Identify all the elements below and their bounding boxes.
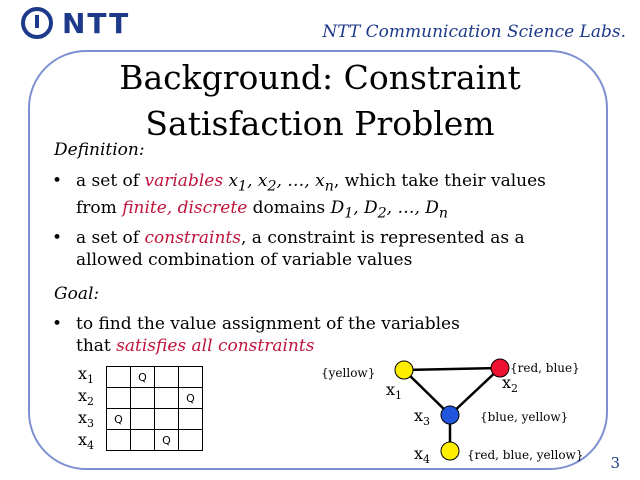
highlight-finite: finite, discrete bbox=[122, 198, 248, 219]
domain-x3: {blue, yellow} bbox=[480, 410, 569, 424]
highlight-satisfies: satisfies all constraints bbox=[116, 336, 315, 356]
grid-cell bbox=[179, 409, 203, 430]
domain-d: , …, D bbox=[386, 198, 439, 219]
label-x4: $x_4$ bbox=[414, 444, 431, 466]
grid-cell bbox=[107, 367, 131, 388]
highlight-variables: variables bbox=[144, 171, 224, 191]
domain-x4: {red, blue, yellow} bbox=[467, 448, 584, 462]
node-x4 bbox=[441, 442, 459, 460]
bullet-text: a set of bbox=[76, 228, 145, 248]
edge-x1-x2 bbox=[404, 368, 500, 370]
page-number: 3 bbox=[610, 454, 620, 472]
bullet-text: to find the value assignment of the variables bbox=[76, 314, 460, 334]
node-x1 bbox=[395, 361, 413, 379]
node-x3 bbox=[441, 406, 459, 424]
sub-1: 1 bbox=[344, 205, 354, 222]
label-x2: $x_2$ bbox=[502, 373, 519, 395]
sub-2: 2 bbox=[267, 178, 277, 195]
constraint-graph bbox=[318, 355, 608, 470]
label-x3: $x_3$ bbox=[414, 406, 431, 428]
bullet-dot: • bbox=[52, 314, 63, 334]
bullet-dot: • bbox=[52, 228, 63, 248]
domain-x1: {yellow} bbox=[321, 366, 376, 380]
sub-2: 2 bbox=[377, 205, 387, 222]
grid-cell bbox=[107, 430, 131, 451]
label-x1: $x_1$ bbox=[386, 380, 403, 402]
bullet-dot: • bbox=[52, 171, 63, 191]
grid-row bbox=[107, 409, 203, 430]
queen-cell: Q bbox=[155, 430, 179, 451]
ntt-logo bbox=[20, 6, 130, 40]
queen-cell: Q bbox=[131, 367, 155, 388]
bullet-variables bbox=[52, 170, 592, 225]
grid-row bbox=[107, 388, 203, 409]
grid-row bbox=[107, 367, 203, 388]
bullet-text: , a constraint is represented as a bbox=[240, 228, 525, 248]
grid-var-label: $x_3$ bbox=[78, 408, 95, 431]
var-x: x bbox=[223, 171, 239, 191]
grid-cell bbox=[131, 409, 155, 430]
grid-cell bbox=[131, 388, 155, 409]
var-x: , …, x bbox=[276, 171, 325, 191]
grid-cell bbox=[155, 388, 179, 409]
sub-n: n bbox=[324, 178, 334, 195]
bullet-text: , which take their values bbox=[333, 171, 546, 191]
domain-d: , D bbox=[353, 198, 378, 219]
grid-cell bbox=[155, 367, 179, 388]
queens-grid bbox=[106, 366, 203, 451]
sub-n: n bbox=[438, 205, 449, 222]
grid-var-label: $x_2$ bbox=[78, 386, 95, 409]
bullet-text: allowed combination of variable values bbox=[76, 250, 413, 270]
bullet-text: from bbox=[76, 198, 123, 219]
goal-label: Goal: bbox=[54, 284, 100, 304]
grid-cell bbox=[179, 430, 203, 451]
definition-label: Definition: bbox=[54, 140, 145, 160]
domain-d: D bbox=[330, 198, 345, 219]
grid-var-label: $x_4$ bbox=[78, 430, 95, 453]
logo-text: NTT bbox=[62, 6, 131, 40]
grid-var-label: $x_1$ bbox=[78, 364, 95, 387]
lab-name: NTT Communication Science Labs. bbox=[322, 22, 626, 42]
grid-cell bbox=[107, 388, 131, 409]
edge-x1-x3 bbox=[404, 370, 450, 415]
grid-cell bbox=[179, 367, 203, 388]
grid-row bbox=[107, 430, 203, 451]
bullet-text: that bbox=[76, 336, 117, 356]
queen-cell: Q bbox=[107, 409, 131, 430]
grid-cell bbox=[131, 430, 155, 451]
grid-cell bbox=[155, 409, 179, 430]
bullet-constraints bbox=[52, 227, 592, 271]
bullet-goal bbox=[52, 313, 592, 357]
highlight-constraints: constraints bbox=[144, 228, 241, 248]
queen-cell: Q bbox=[179, 388, 203, 409]
slide-title-line2: Satisfaction Problem bbox=[145, 104, 495, 143]
slide-title-line1: Background: Constraint bbox=[119, 58, 521, 97]
bullet-text: domains bbox=[247, 198, 331, 219]
edge-x2-x3 bbox=[450, 368, 500, 415]
var-x: , x bbox=[247, 171, 268, 191]
domain-x2: {red, blue} bbox=[510, 361, 580, 375]
bullet-text: a set of bbox=[76, 171, 145, 191]
ntt-logo-icon bbox=[20, 6, 56, 40]
sub-1: 1 bbox=[238, 178, 248, 195]
